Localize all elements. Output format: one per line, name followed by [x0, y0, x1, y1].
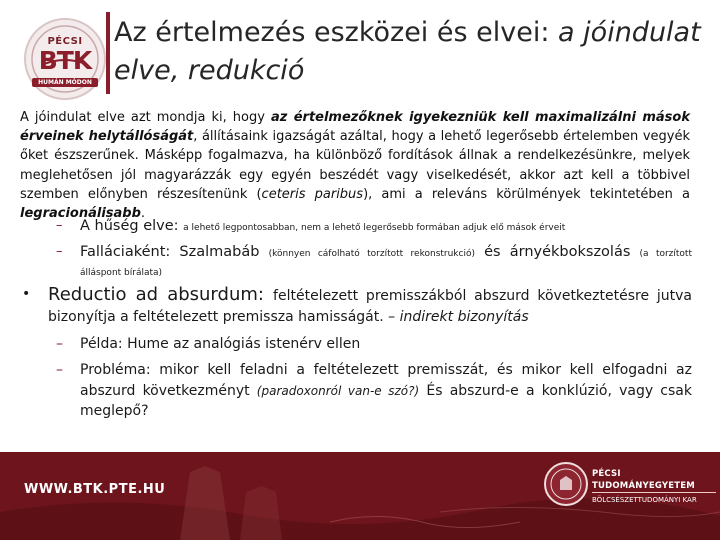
bullet-marker: • [22, 286, 31, 302]
dash-marker: – [56, 336, 63, 352]
intro-paragraph [20, 108, 690, 223]
list-item-text [80, 243, 692, 282]
university-block [592, 468, 716, 505]
list-item-paren-1: (könnyen cáfolható torzított rekonstrukció) [268, 249, 475, 259]
para-italic-term: ceteris paribus [261, 186, 364, 202]
footer-url-link[interactable]: WWW.BTK.PTE.HU [24, 482, 166, 497]
dash-marker: – [56, 362, 63, 378]
slide-title [114, 14, 704, 90]
title-italic: a jóindulat elve, redukció [114, 17, 701, 86]
problem-part-2: És abszurd-e a konklúzió, vagy csak meglepő? [80, 382, 692, 419]
list-item-text [80, 360, 692, 422]
list-item-huseg [56, 216, 692, 238]
para-emphasis-2: legracionálisabb [20, 206, 141, 222]
list-item-paren-2: (a torzított álláspont bírálata) [80, 249, 692, 278]
list-item-lead: A hűség elve: [80, 218, 184, 234]
para-part-3: , állításaink igazságát azáltal, hogy a lehető legerősebb értelemben vegyék őket észszerűnek. Másképp fogalmazva, ha különböző fordítások állnak a rendelkezésünkre, melyek meglehetősen jól magyarázzák egy egyén beszédét vagy viselkedését, akkor azt kell a többivel szemben előnyben részesítenünk ( [20, 129, 690, 202]
bullet-body: feltételezett premisszákból abszurd következtetésre jutva bizonyítja a feltételezett premissza hamisságát. – [48, 288, 692, 325]
para-emphasis-1: az értelmezőknek igyekezniük kell maximalizálni mások érveinek helytállóságát [20, 110, 690, 145]
bullet-reductio [22, 284, 692, 328]
faculty-name: BÖLCSÉSZETTUDOMÁNYI KAR [592, 492, 716, 505]
btk-logo [24, 18, 106, 100]
list-item-text [80, 216, 692, 238]
logo-top-text: PÉCSI [47, 36, 83, 47]
list-item-text: Példa: Hume az analógiás istenérv ellen [80, 336, 361, 352]
logo-main-text: BTK [38, 46, 92, 75]
logo-bottom-text: HUMÁN MÓDON [32, 78, 98, 87]
problem-italic: (paradoxonról van-e szó?) [256, 383, 420, 398]
para-part-5: ), ami a releváns körülmények tekintetében a [363, 186, 690, 202]
list-item-pelda [56, 334, 692, 354]
list-item-problema [56, 360, 692, 422]
dash-marker: – [56, 218, 63, 233]
footer-banner [0, 452, 720, 540]
title-accent-bar [106, 12, 110, 94]
dash-marker: – [56, 244, 63, 259]
bullet-italic: indirekt bizonyítás [399, 309, 529, 325]
para-part-1: A jóindulat elve azt mondja ki, hogy [20, 110, 271, 125]
university-name: PÉCSI TUDOMÁNYEGYETEM [592, 469, 695, 491]
bullet-lead: Reductio ad absurdum: [48, 284, 274, 305]
list-item-mid: és árnyékbokszolás [475, 244, 640, 260]
list-item-detail: a lehető legpontosabban, nem a lehető legerősebb formában adjuk elő mások érveit [183, 223, 566, 233]
para-part-7: . [140, 206, 146, 222]
title-plain: Az értelmezés eszközei és elvei: [114, 17, 559, 48]
bullet-text [48, 284, 692, 328]
problem-part-1: Probléma: mikor kell feladni a feltételezett premisszát, és mikor kell elfogadni az abszurd következményt [80, 362, 692, 399]
list-item-fallacia [56, 243, 692, 282]
university-seal-icon [544, 462, 588, 506]
list-item-lead: Falláciaként: Szalmabáb [80, 244, 269, 260]
